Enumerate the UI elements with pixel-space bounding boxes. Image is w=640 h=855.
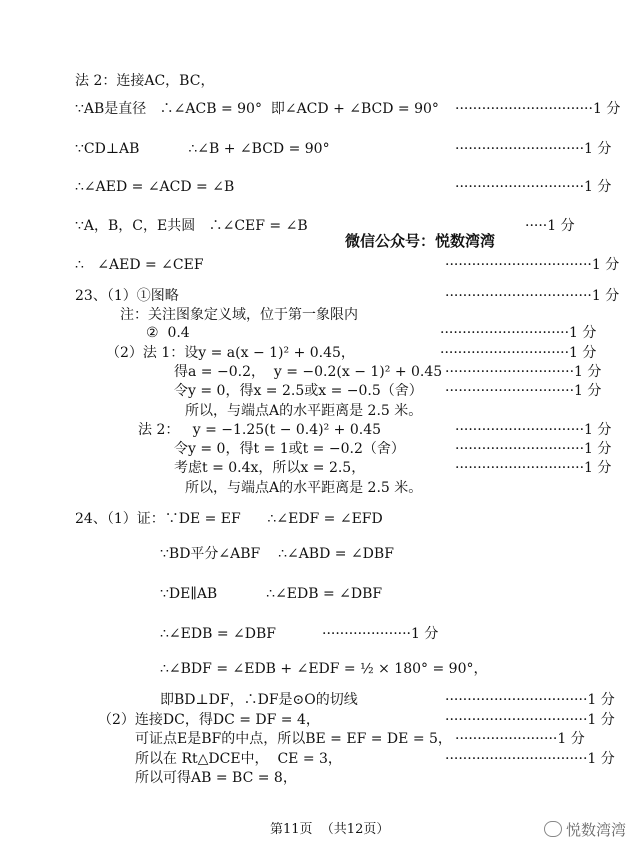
line-17: 所以，与端点A的水平距离是 2.5 米。 bbox=[185, 480, 423, 496]
score-7: ·································1 分 bbox=[445, 288, 620, 304]
line-5: ∵A，B，C，E共圆 ∴∠CEF = ∠B bbox=[75, 218, 308, 234]
wechat-icon bbox=[544, 821, 562, 837]
watermark-text: 微信公众号：悦数湾湾 bbox=[345, 232, 496, 250]
line-20: ∵DE∥AB ∴∠EDB = ∠DBF bbox=[160, 586, 383, 602]
score-24: ································1 分 bbox=[445, 712, 615, 728]
score-21: ····················1 分 bbox=[322, 626, 439, 642]
line-7: 23、（1）①图略 bbox=[75, 288, 179, 304]
line-12: 令y = 0，得x = 2.5或x = −0.5（舍） bbox=[174, 383, 423, 399]
page-footer: 第11页 （共12页） bbox=[270, 822, 390, 837]
line-4: ∴∠AED = ∠ACD = ∠B bbox=[75, 179, 235, 195]
line-15: 令y = 0，得t = 1或t = −0.2（舍） bbox=[174, 441, 405, 457]
line-23: 即BD⊥DF，∴DF是⊙O的切线 bbox=[160, 692, 358, 708]
corner-watermark-text: 悦数湾湾 bbox=[565, 821, 626, 839]
score-9: ·····························1 分 bbox=[440, 325, 597, 341]
line-6: ∴ ∠AED = ∠CEF bbox=[75, 257, 204, 273]
score-11: ·····························1 分 bbox=[445, 364, 602, 380]
score-14: ·····························1 分 bbox=[455, 422, 612, 438]
score-23: ································1 分 bbox=[445, 692, 615, 708]
score-15: ·····························1 分 bbox=[455, 441, 612, 457]
line-24: （2）连接DC，得DC = DF = 4， bbox=[98, 712, 320, 728]
line-22: ∴∠BDF = ∠EDB + ∠EDF = ½ × 180° = 90°， bbox=[160, 661, 488, 677]
line-26: 所以在 Rt△DCE中， CE = 3， bbox=[135, 751, 342, 767]
line-18: 24、（1）证：∵DE = EF ∴∠EDF = ∠EFD bbox=[75, 511, 383, 527]
line-16: 考虑t = 0.4x，所以x = 2.5， bbox=[174, 460, 366, 476]
score-26: ································1 分 bbox=[445, 751, 615, 767]
score-6: ·································1 分 bbox=[445, 257, 620, 273]
score-16: ·····························1 分 bbox=[455, 460, 612, 476]
score-12: ·····························1 分 bbox=[445, 383, 602, 399]
score-25: ·······················1 分 bbox=[455, 731, 585, 747]
score-4: ·····························1 分 bbox=[455, 179, 612, 195]
line-11: 得a = −0.2， y = −0.2(x − 1)² + 0.45 bbox=[174, 364, 443, 380]
score-10: ·····························1 分 bbox=[440, 345, 597, 361]
line-27: 所以可得AB = BC = 8， bbox=[135, 770, 297, 786]
line-25: 可证点E是BF的中点，所以BE = EF = DE = 5， bbox=[135, 731, 452, 747]
line-1: 法 2：连接AC，BC， bbox=[75, 73, 215, 89]
score-3: ·····························1 分 bbox=[455, 141, 612, 157]
line-10: （2）法 1：设y = a(x − 1)² + 0.45， bbox=[106, 345, 355, 361]
corner-watermark bbox=[544, 819, 626, 840]
line-14: 法 2： y = −1.25(t − 0.4)² + 0.45 bbox=[138, 422, 382, 438]
line-9: ② 0.4 bbox=[146, 325, 190, 341]
score-2: ·······························1 分 bbox=[455, 101, 621, 117]
score-5: ·····1 分 bbox=[525, 218, 575, 234]
line-8: 注：关注图象定义域，位于第一象限内 bbox=[120, 307, 358, 323]
line-13: 所以，与端点A的水平距离是 2.5 米。 bbox=[185, 403, 423, 419]
line-3: ∵CD⊥AB ∴∠B + ∠BCD = 90° bbox=[75, 141, 330, 157]
line-19: ∵BD平分∠ABF ∴∠ABD = ∠DBF bbox=[160, 546, 394, 562]
line-21: ∴∠EDB = ∠DBF bbox=[160, 626, 276, 642]
line-2: ∵AB是直径 ∴∠ACB = 90° 即∠ACD + ∠BCD = 90° bbox=[75, 101, 439, 117]
